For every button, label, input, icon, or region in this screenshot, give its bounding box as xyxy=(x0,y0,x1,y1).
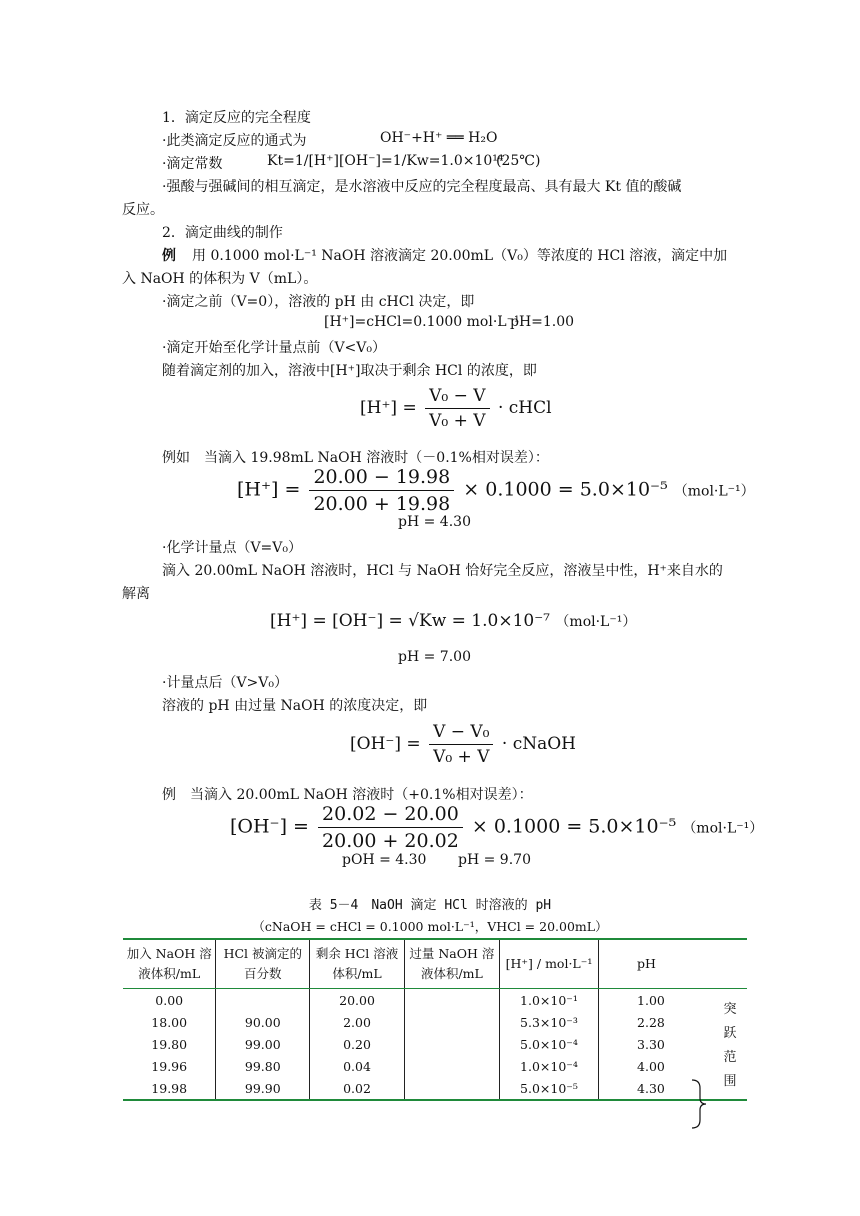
col-header-naoh-added: 加入 NaOH 溶液体积/mL xyxy=(123,939,216,989)
before-titration-equation: [H⁺]=cHCl=0.1000 mol·L⁻¹ xyxy=(324,314,520,330)
example-label: 例 xyxy=(162,248,176,264)
bullet-titration-constant-label: ·滴定常数 xyxy=(162,156,223,172)
formula-oh-concentration: [OH⁻] = $\frac{\text{V − V₀}}{\text{V₀ + V}}$ · cNaOH xyxy=(350,722,576,767)
table-cell: 18.00 xyxy=(151,1014,188,1030)
table-cell: 3.30 xyxy=(599,1033,747,1055)
table-cell: 99.80 xyxy=(216,1055,310,1077)
col-header-h-concentration: [H⁺] / mol·L⁻¹ xyxy=(499,939,598,989)
ph-table xyxy=(123,938,747,1101)
section-1-heading: 1．滴定反应的完全程度 xyxy=(162,110,311,126)
table-cell xyxy=(404,989,499,1012)
example-3-text: 例 当滴入 20.00mL NaOH 溶液时（+0.1%相对误差）： xyxy=(162,787,533,803)
stage-3-label: ·化学计量点（V=V₀） xyxy=(162,540,303,556)
table-cell: 2.00 xyxy=(310,1011,405,1033)
table-cell: 19.98 xyxy=(123,1077,216,1100)
table-subcaption: （cNaOH = cHCl = 0.1000 mol·L⁻¹，VHCl = 20.00mL） xyxy=(252,919,608,934)
table-row xyxy=(123,1011,747,1033)
table-cell xyxy=(404,1011,499,1033)
table-cell: 20.00 xyxy=(310,989,405,1012)
formula-example-h: [H⁺] = $\frac{20.00 - 19.98}{20.00 + 19.98}$ × 0.1000 = 5.0×10⁻⁵ （mol·L⁻¹） xyxy=(237,466,755,515)
equivalence-ph: pH = 7.00 xyxy=(398,649,471,665)
section-2-heading: 2．滴定曲线的制作 xyxy=(162,225,283,241)
table-cell: 1.00 xyxy=(599,989,747,1012)
stage-4-label: ·计量点后（V>V₀） xyxy=(162,675,289,691)
example-2-text: 例如 当滴入 19.98mL NaOH 溶液时（－0.1%相对误差）： xyxy=(162,450,549,466)
brace-icon xyxy=(688,1078,718,1130)
stage-3-line-1: 滴入 20.00mL NaOH 溶液时，HCl 与 NaOH 恰好完全反应，溶液呈中性，H⁺来自水的 xyxy=(162,563,723,579)
stage-3-line-2: 解离 xyxy=(122,586,150,602)
jump-range-label: 突跃范围 xyxy=(723,1002,737,1089)
table-cell xyxy=(216,989,310,1012)
example-2-ph: pH = 4.30 xyxy=(398,514,471,530)
table-cell: 0.02 xyxy=(310,1077,405,1100)
temperature-condition: (25℃) xyxy=(496,153,541,169)
general-equation: OH⁻+H⁺ ══ H₂O xyxy=(380,130,498,146)
table-cell: 2.28 xyxy=(599,1011,747,1033)
titration-constant-equation: Kt=1/[H⁺][OH⁻]=1/Kw=1.0×10¹⁴ xyxy=(267,153,504,169)
formula-h-concentration: [H⁺] = $\frac{\text{V₀ − V}}{\text{V₀ + V}}$ · cHCl xyxy=(360,386,552,431)
table-cell xyxy=(404,1033,499,1055)
table-cell: 0.04 xyxy=(310,1055,405,1077)
table-cell: 5.3×10⁻³ xyxy=(499,1011,598,1033)
before-titration-ph: pH=1.00 xyxy=(510,314,575,330)
col-header-hcl-percent: HCl 被滴定的百分数 xyxy=(216,939,310,989)
stage-2-label: ·滴定开始至化学计量点前（V<V₀） xyxy=(162,340,387,356)
table-cell: 1.0×10⁻⁴ xyxy=(499,1055,598,1077)
table-cell: 99.90 xyxy=(216,1077,310,1100)
table-cell: 1.0×10⁻¹ xyxy=(499,989,598,1012)
table-cell: 4.30 xyxy=(599,1077,747,1100)
example-line-1: 用 0.1000 mol·L⁻¹ NaOH 溶液滴定 20.00mL（V₀）等浓度的 HCl 溶液，滴定中加 xyxy=(192,248,728,264)
stage-2-text: 随着滴定剂的加入，溶液中[H⁺]取决于剩余 HCl 的浓度，即 xyxy=(162,363,537,379)
table-cell: 5.0×10⁻⁴ xyxy=(499,1033,598,1055)
table-row xyxy=(123,1033,747,1055)
table-caption: 表 5－4 NaOH 滴定 HCl 时溶液的 pH xyxy=(308,898,552,913)
table-row xyxy=(123,1055,747,1077)
table-cell: 4.00 xyxy=(599,1055,747,1077)
table-cell xyxy=(404,1055,499,1077)
table-cell: 19.96 xyxy=(151,1058,188,1074)
example-3-poh: pOH = 4.30 xyxy=(342,852,427,868)
before-titration-label: ·滴定之前（V=0），溶液的 pH 由 cHCl 决定，即 xyxy=(162,294,475,310)
table-row xyxy=(123,1077,747,1100)
table-row xyxy=(123,989,747,1012)
bullet-general-equation-label: ·此类滴定反应的通式为 xyxy=(162,133,307,149)
example-3-ph: pH = 9.70 xyxy=(458,852,531,868)
example-line-2: 入 NaOH 的体积为 V（mL）。 xyxy=(122,271,318,287)
table-cell: 19.80 xyxy=(151,1036,188,1052)
table-cell: 0.20 xyxy=(310,1033,405,1055)
table-cell: 5.0×10⁻⁵ xyxy=(499,1077,598,1100)
table-cell: 99.00 xyxy=(216,1033,310,1055)
col-header-naoh-excess: 过量 NaOH 溶液体积/mL xyxy=(404,939,499,989)
formula-equivalence-point: [H⁺] = [OH⁻] = √Kw = 1.0×10⁻⁷ （mol·L⁻¹） xyxy=(270,611,637,631)
strong-acid-base-line-1: ·强酸与强碱间的相互滴定，是水溶液中反应的完全程度最高、具有最大 Kt 值的酸碱 xyxy=(162,179,682,195)
stage-4-text: 溶液的 pH 由过量 NaOH 的浓度决定，即 xyxy=(162,698,428,714)
col-header-hcl-remaining: 剩余 HCl 溶液体积/mL xyxy=(310,939,405,989)
table-header-row xyxy=(123,939,747,989)
table-cell: 0.00 xyxy=(155,992,184,1008)
table-cell xyxy=(404,1077,499,1100)
formula-example-oh: [OH⁻] = $\frac{20.02 - 20.00}{20.00 + 20.02}$ × 0.1000 = 5.0×10⁻⁵ （mol·L⁻¹） xyxy=(230,803,764,852)
strong-acid-base-line-2: 反应。 xyxy=(122,202,164,218)
col-header-ph: pH xyxy=(599,939,747,989)
table-cell: 90.00 xyxy=(216,1011,310,1033)
